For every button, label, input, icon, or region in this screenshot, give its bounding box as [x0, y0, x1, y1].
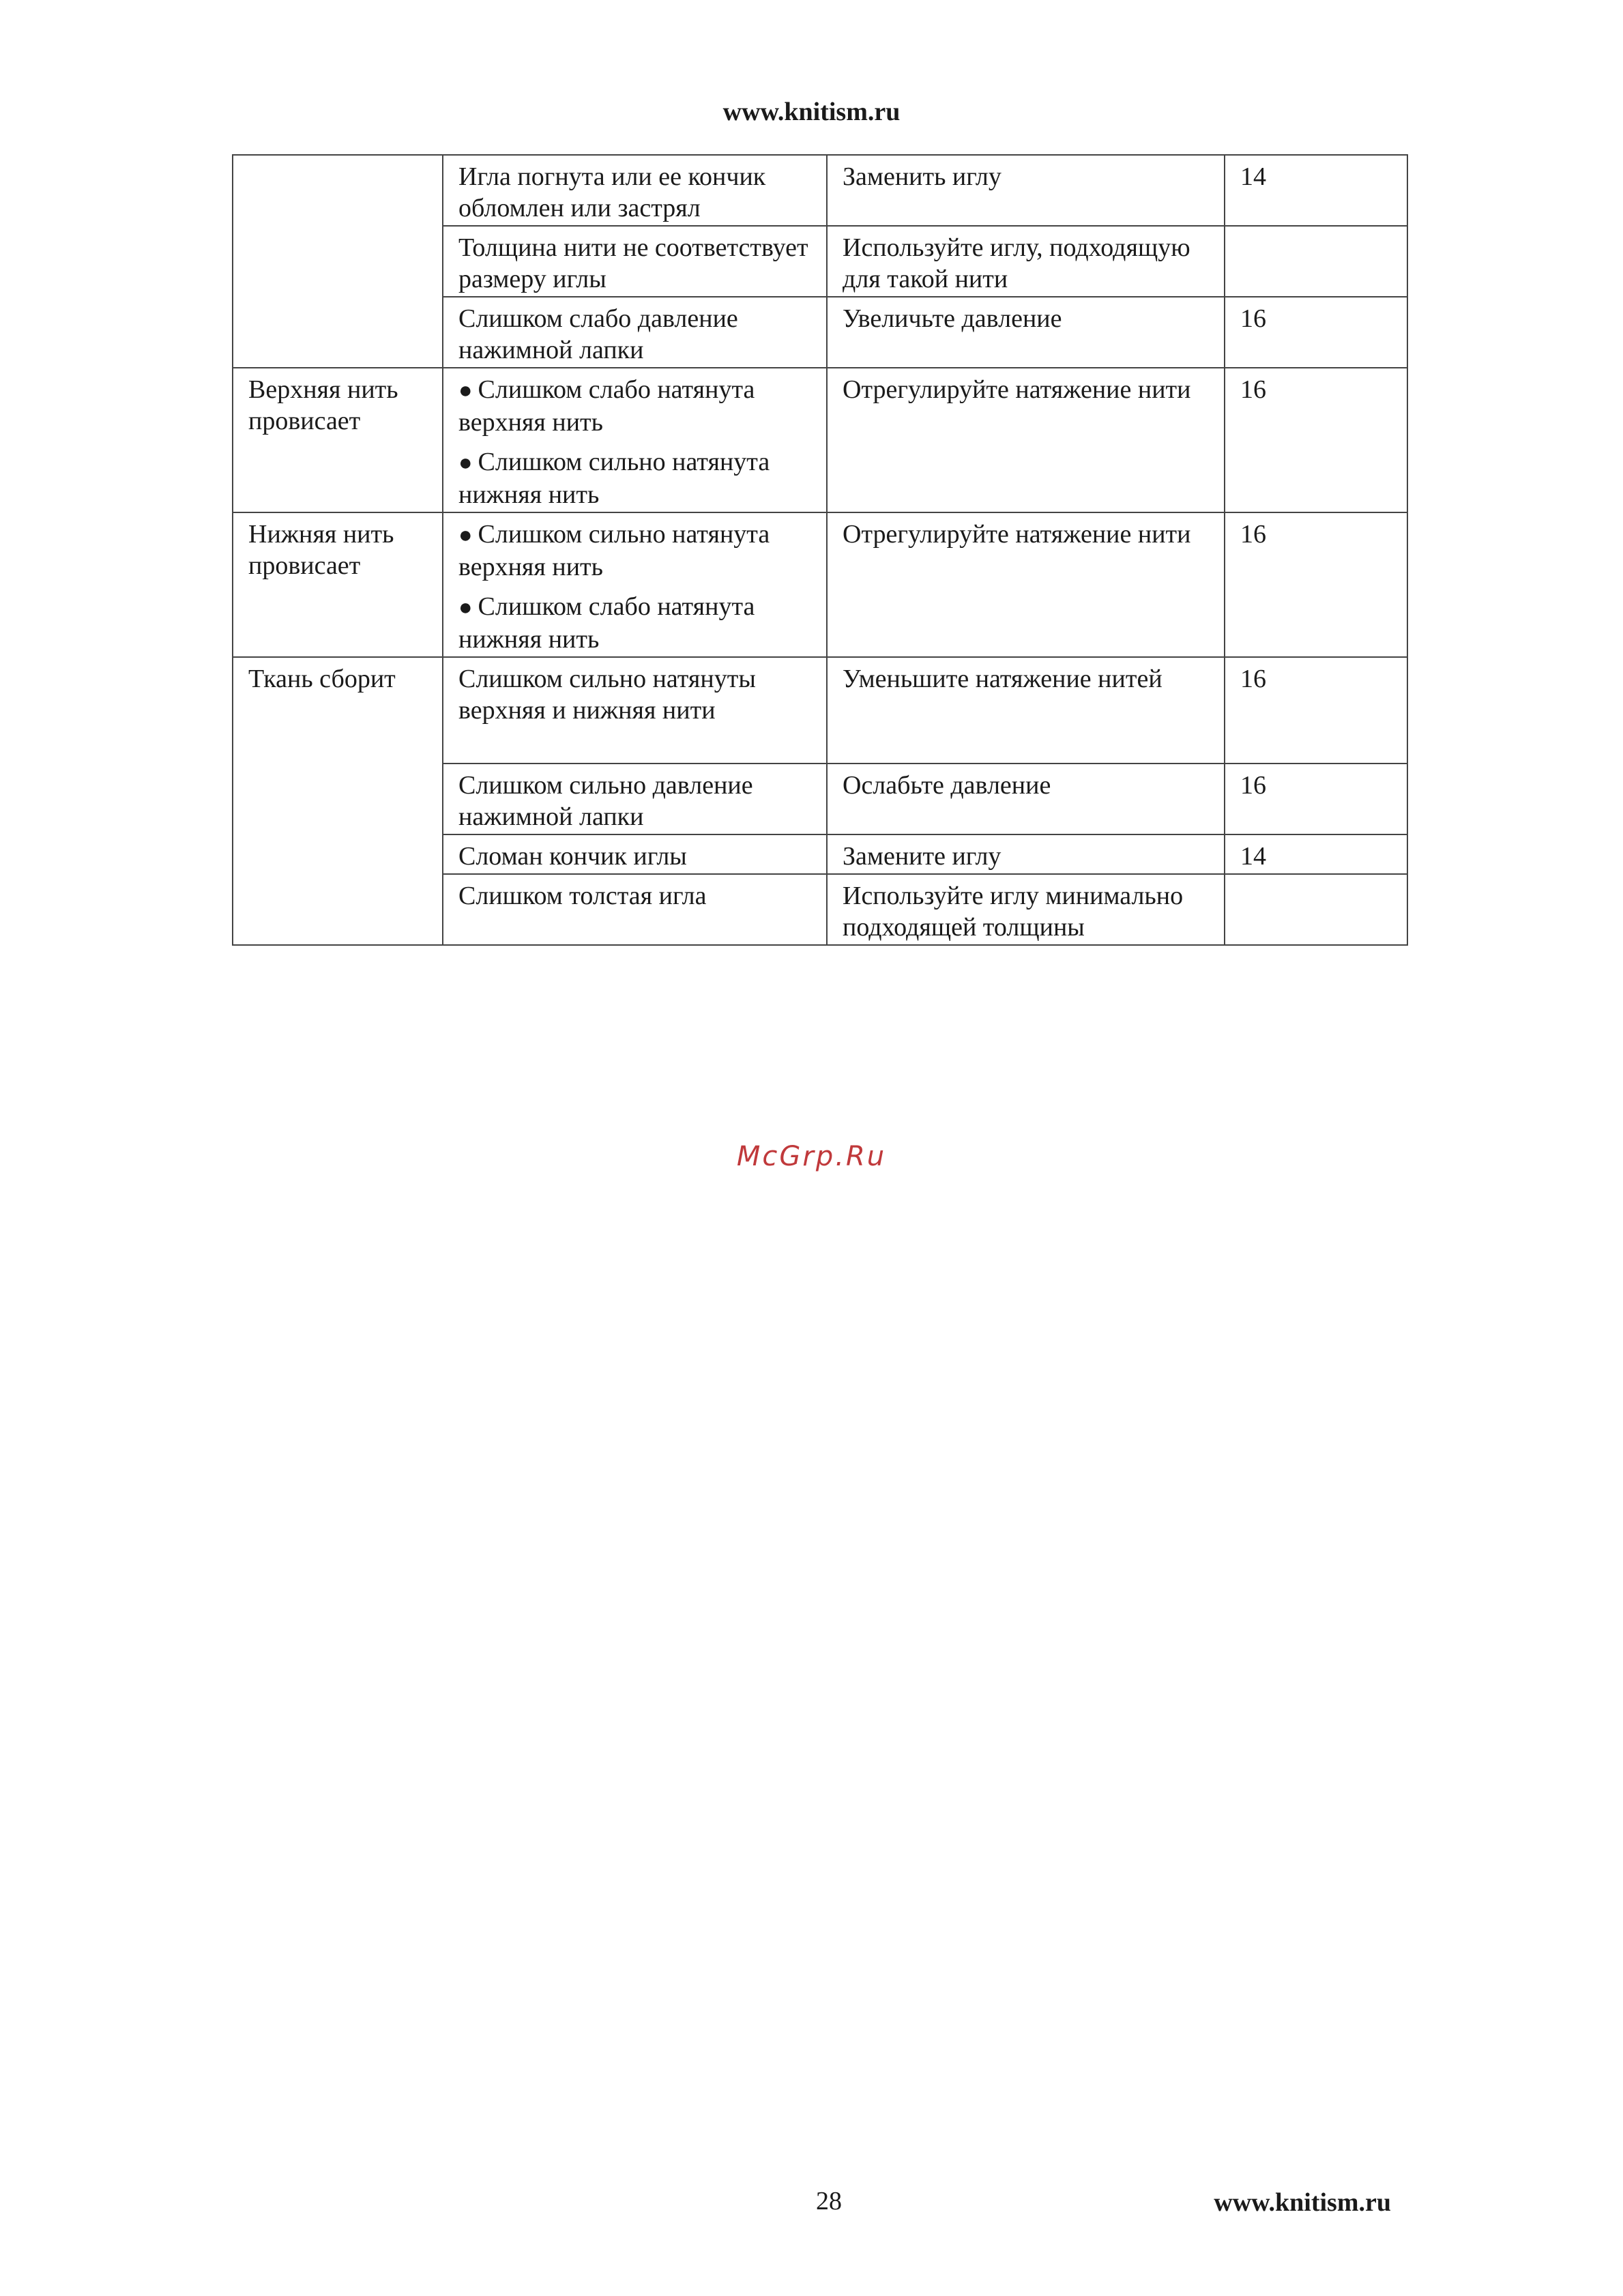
bullet-icon: ● — [458, 523, 473, 548]
cause-cell — [443, 368, 827, 512]
remedy-cell: Используйте иглу минимально подходящей толщины — [827, 874, 1225, 945]
page-ref-cell: 16 — [1225, 512, 1407, 657]
watermark-text: McGrp.Ru — [736, 1141, 887, 1172]
troubleshooting-table — [232, 154, 1408, 946]
problem-cell — [233, 155, 443, 368]
table-row — [233, 368, 1407, 512]
page-ref-cell — [1225, 874, 1407, 945]
remedy-cell: Замените иглу — [827, 834, 1225, 874]
remedy-cell: Увеличьте давление — [827, 297, 1225, 368]
table-row — [233, 512, 1407, 657]
cause-bullet-item — [458, 374, 813, 438]
cause-bullet-item — [458, 446, 813, 510]
bullet-icon: ● — [458, 378, 473, 403]
cause-text: Слишком сильно натянута верхняя нить — [458, 520, 770, 581]
cause-cell: Слишком сильно давление нажимной лапки — [443, 764, 827, 834]
cause-text: Слишком слабо натянута нижняя нить — [458, 592, 755, 654]
page-ref-cell: 16 — [1225, 368, 1407, 512]
header-site-name: www.knitism.ru — [722, 98, 901, 126]
remedy-cell: Уменьшите натяжение нитей — [827, 657, 1225, 764]
cause-bullet-item — [458, 591, 813, 655]
cause-cell: Слишком сильно натянуты верхняя и нижняя нити — [443, 657, 827, 764]
problem-cell: Ткань сборит — [233, 657, 443, 945]
remedy-cell: Отрегулируйте натяжение нити — [827, 368, 1225, 512]
page-ref-cell — [1225, 226, 1407, 297]
page-ref-cell: 14 — [1225, 834, 1407, 874]
page-ref-cell: 14 — [1225, 155, 1407, 226]
table-row — [233, 155, 1407, 226]
remedy-cell: Используйте иглу, подходящую для такой нити — [827, 226, 1225, 297]
problem-cell: Верхняя нить провисает — [233, 368, 443, 512]
bullet-icon: ● — [458, 595, 473, 620]
footer-site-name: www.knitism.ru — [1214, 2188, 1391, 2217]
cause-cell: Толщина нити не соответствует размеру иглы — [443, 226, 827, 297]
page-ref-cell: 16 — [1225, 297, 1407, 368]
remedy-cell: Отрегулируйте натяжение нити — [827, 512, 1225, 657]
cause-cell: Слишком толстая игла — [443, 874, 827, 945]
bullet-icon: ● — [458, 450, 473, 476]
page-ref-cell: 16 — [1225, 764, 1407, 834]
cause-bullet-item — [458, 519, 813, 583]
cause-cell — [443, 512, 827, 657]
remedy-cell: Заменить иглу — [827, 155, 1225, 226]
page-ref-cell: 16 — [1225, 657, 1407, 764]
page-number: 28 — [816, 2187, 842, 2215]
cause-cell: Сломан кончик иглы — [443, 834, 827, 874]
remedy-cell: Ослабьте давление — [827, 764, 1225, 834]
cause-cell: Игла погнута или ее кончик обломлен или застрял — [443, 155, 827, 226]
cause-text: Слишком сильно натянута нижняя нить — [458, 448, 770, 509]
table-row — [233, 657, 1407, 764]
cause-text: Слишком слабо натянута верхняя нить — [458, 375, 755, 437]
problem-cell: Нижняя нить провисает — [233, 512, 443, 657]
cause-cell: Слишком слабо давление нажимной лапки — [443, 297, 827, 368]
